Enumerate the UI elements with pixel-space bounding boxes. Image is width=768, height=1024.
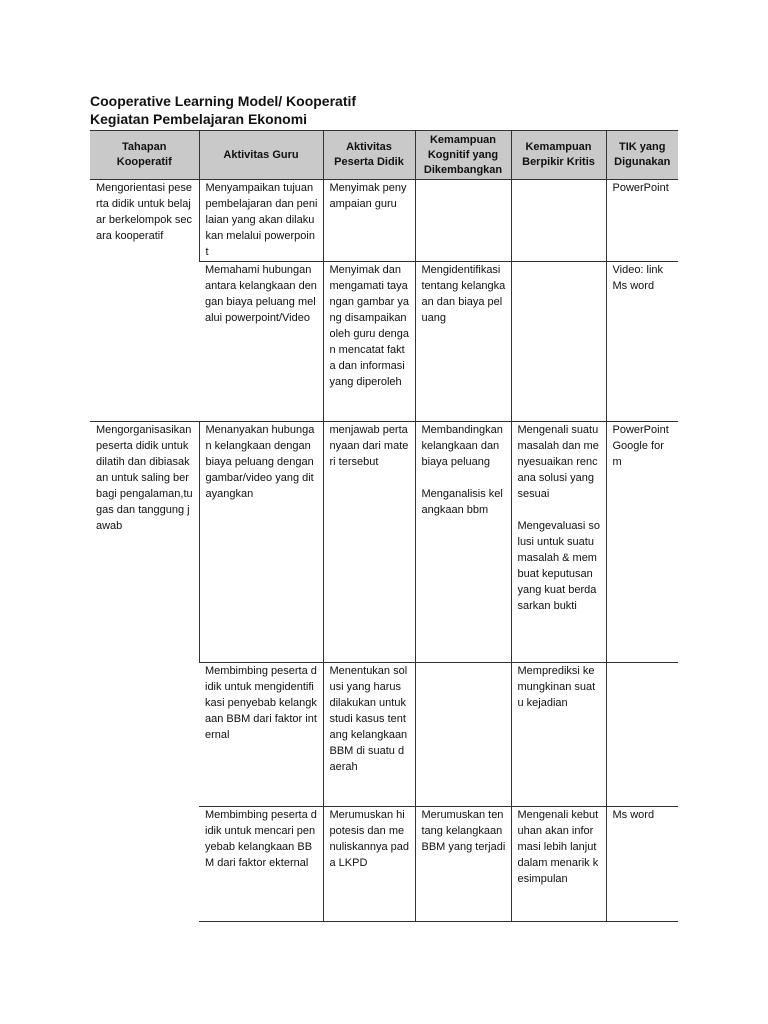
table-row (90, 422, 678, 663)
guru-cell: Membimbing peserta didik untuk mengidentifikasi penyebab kelangkaan BBM dari faktor internal (199, 663, 323, 807)
siswa-cell: Merumuskan hipotesis dan menuliskannya pada LKPD (323, 807, 415, 922)
title-line-1: Cooperative Learning Model/ Kooperatif (90, 93, 357, 109)
siswa-cell: Menyimak penyampaian guru (323, 180, 415, 262)
document-title (90, 92, 678, 128)
siswa-cell: Menentukan solusi yang harus dilakukan untuk studi kasus tentang kelangkaan BBM di suatu daerah (323, 663, 415, 807)
kognitif-cell: Mengidentifikasi tentang kelangkaan dan biaya peluang (415, 262, 511, 422)
header-tik: TIK yang Digunakan (606, 131, 678, 180)
tik-cell: Ms word (606, 807, 678, 922)
tik-cell: PowerPoint Google form (606, 422, 678, 663)
guru-cell: Memahami hubungan antara kelangkaan dengan biaya peluang melalui powerpoint/Video (199, 262, 323, 422)
header-tahapan: Tahapan Kooperatif (90, 131, 199, 180)
header-aktivitas-peserta: Aktivitas Peserta Didik (323, 131, 415, 180)
kognitif-cell: Merumuskan tentang kelangkaan BBM yang terjadi (415, 807, 511, 922)
tik-cell: Video: link Ms word (606, 262, 678, 422)
guru-cell: Menyampaikan tujuan pembelajaran dan penilaian yang akan dilakukan melalui powerpoint (199, 180, 323, 262)
kognitif-cell (415, 180, 511, 262)
siswa-cell: Menyimak dan mengamati tayangan gambar yang disampaikan oleh guru dengan mencatat fakta dan informasi yang diperoleh (323, 262, 415, 422)
kritis-cell: Memprediksi kemungkinan suatu kejadian (511, 663, 606, 807)
table-row (90, 180, 678, 262)
header-berpikir-kritis: Kemampuan Berpikir Kritis (511, 131, 606, 180)
kritis-cell (511, 180, 606, 262)
tik-cell (606, 663, 678, 807)
header-aktivitas-guru: Aktivitas Guru (199, 131, 323, 180)
guru-cell: Menanyakan hubungan kelangkaan dengan biaya peluang dengan gambar/video yang ditayangkan (199, 422, 323, 663)
stage-cell: Mengorganisasikan peserta didik untuk dilatih dan dibiasakan untuk saling berbagi pengalaman,tugas dan tanggung jawab (90, 422, 199, 922)
kognitif-cell: Membandingkan kelangkaan dan biaya peluang Menganalisis kelangkaan bbm (415, 422, 511, 663)
header-kognitif: Kemampuan Kognitif yang Dikembangkan (415, 131, 511, 180)
siswa-cell: menjawab pertanyaan dari materi tersebut (323, 422, 415, 663)
kritis-cell: Mengenali suatu masalah dan menyesuaikan rencana solusi yang sesuai Mengevaluasi solusi untuk suatu masalah & membuat keputusan yang kuat berdasarkan bukti (511, 422, 606, 663)
guru-cell: Membimbing peserta didik untuk mencari penyebab kelangkaan BBM dari faktor ekternal (199, 807, 323, 922)
tik-cell: PowerPoint (606, 180, 678, 262)
kritis-cell (511, 262, 606, 422)
kognitif-cell (415, 663, 511, 807)
learning-activities-table (90, 130, 678, 922)
document (90, 92, 678, 922)
kritis-cell: Mengenali kebutuhan akan informasi lebih lanjut dalam menarik kesimpulan (511, 807, 606, 922)
title-line-2: Kegiatan Pembelajaran Ekonomi (90, 111, 308, 127)
table-header-row (90, 131, 678, 180)
stage-cell: Mengorientasi peserta didik untuk belajar berkelompok secara kooperatif (90, 180, 199, 422)
